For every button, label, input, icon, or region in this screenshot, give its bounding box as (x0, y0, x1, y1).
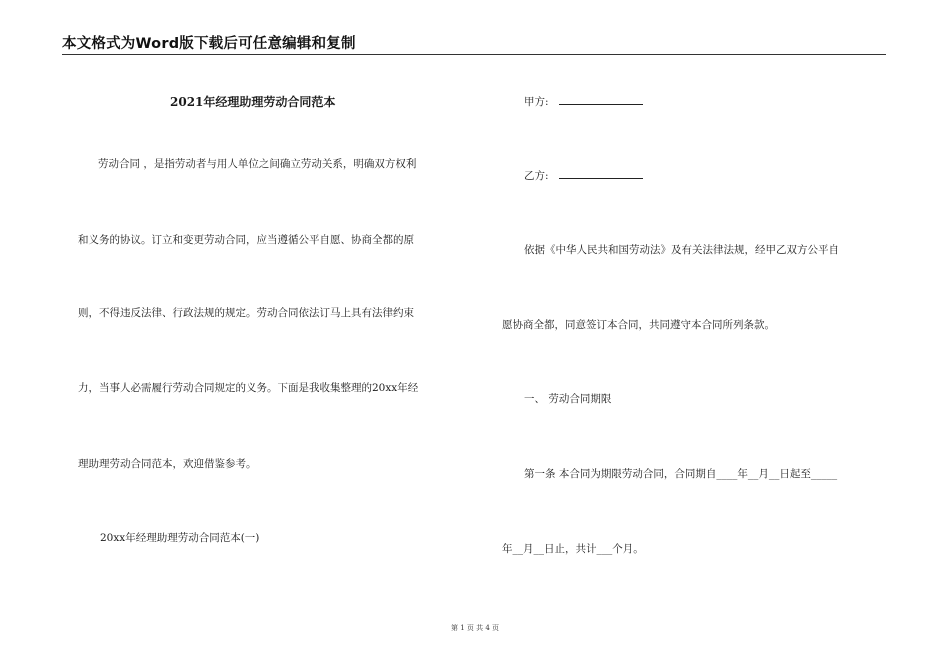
section-subtitle: 20xx年经理助理劳动合同范本(一) (100, 532, 260, 544)
body-line: 和义务的协议。订立和变更劳动合同，应当遵循公平自愿、协商全都的原 (78, 234, 414, 246)
body-line: 依据《中华人民共和国劳动法》及有关法律法规，经甲乙双方公平自 (524, 244, 839, 256)
body-line: 理助理劳动合同范本，欢迎借鉴参考。 (78, 458, 257, 470)
document-title: 2021年经理助理劳动合同范本 (170, 95, 336, 109)
party-b-label: 乙方: (524, 170, 549, 182)
section-heading: 一、 劳动合同期限 (524, 393, 612, 405)
party-a-label: 甲方: (524, 96, 549, 108)
body-line: 则，不得违反法律、行政法规的规定。劳动合同依法订马上具有法律约束 (78, 307, 414, 319)
party-b-row (524, 168, 643, 183)
body-line: 劳动合同 ，是指劳动者与用人单位之间确立劳动关系，明确双方权利 (98, 158, 417, 170)
body-line: 年__月__日止，共计___个月。 (502, 543, 644, 555)
header-title: 本文格式为Word版下载后可任意编辑和复制 (62, 36, 356, 52)
party-b-blank (559, 168, 643, 179)
page-footer: 第 1 页 共 4 页 (450, 624, 500, 632)
party-a-blank (559, 94, 643, 105)
header-divider (62, 54, 886, 55)
body-line: 愿协商全都，同意签订本合同，共同遵守本合同所列条款。 (502, 319, 775, 331)
body-line: 第一条 本合同为期限劳动合同，合同期自____年__月__日起至_____ (524, 468, 838, 480)
party-a-row (524, 94, 643, 109)
body-line: 力，当事人必需履行劳动合同规定的义务。下面是我收集整理的20xx年经 (78, 382, 419, 394)
